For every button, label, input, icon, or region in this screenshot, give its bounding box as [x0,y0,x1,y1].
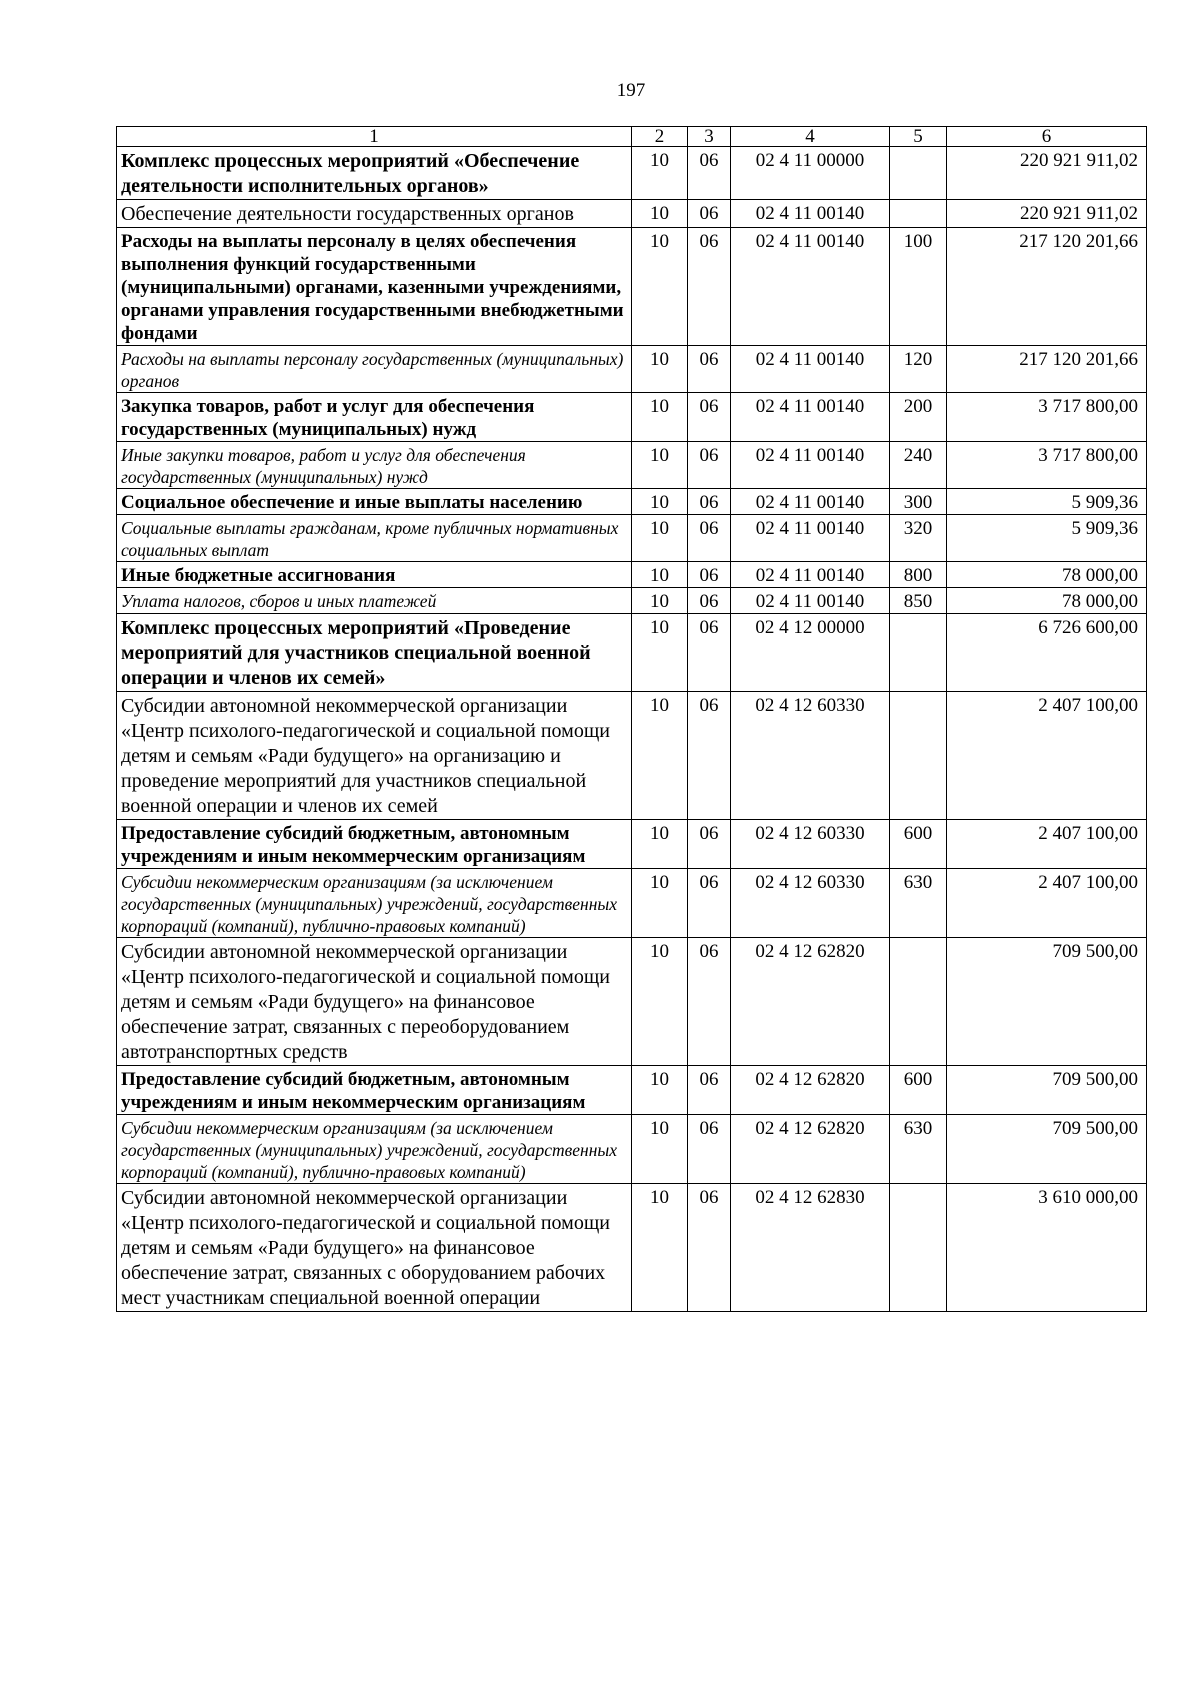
row-expense-type-cell [890,1184,947,1312]
row-target-article-cell: 02 4 11 00140 [731,562,890,588]
row-name-cell: Расходы на выплаты персоналу в целях обеспечения выполнения функций государственными (муниципальными) органами, казенными учреждениями, органами управления государственными внебюджетными фондами [117,228,632,346]
row-name-cell: Предоставление субсидий бюджетным, автономным учреждениям и иным некоммерческим организациям [117,820,632,869]
row-expense-type-cell: 120 [890,346,947,393]
row-subsection-cell: 06 [688,1184,731,1312]
row-section-cell: 10 [632,938,688,1066]
row-name-cell: Иные бюджетные ассигнования [117,562,632,588]
row-section-cell: 10 [632,820,688,869]
row-target-article-cell: 02 4 12 60330 [731,869,890,938]
row-amount-cell: 78 000,00 [947,588,1147,614]
row-section-cell: 10 [632,869,688,938]
row-target-article-cell: 02 4 11 00140 [731,346,890,393]
table-row [117,489,1147,515]
row-section-cell: 10 [632,1066,688,1115]
row-name-cell: Обеспечение деятельности государственных органов [117,200,632,228]
table-row [117,614,1147,692]
row-section-cell: 10 [632,562,688,588]
row-expense-type-cell [890,692,947,820]
row-target-article-cell: 02 4 12 62830 [731,1184,890,1312]
table-row [117,1066,1147,1115]
row-subsection-cell: 06 [688,588,731,614]
row-target-article-cell: 02 4 11 00140 [731,515,890,562]
row-name-cell: Субсидии некоммерческим организациям (за исключением государственных (муниципальных) учреждений, государственных корпораций (компаний), публично-правовых компаний) [117,1115,632,1184]
row-amount-cell: 217 120 201,66 [947,346,1147,393]
row-expense-type-cell: 100 [890,228,947,346]
row-expense-type-cell [890,614,947,692]
table-row [117,515,1147,562]
row-section-cell: 10 [632,692,688,820]
header-cell-3: 3 [688,127,731,147]
table-row [117,1184,1147,1312]
row-section-cell: 10 [632,489,688,515]
row-amount-cell: 2 407 100,00 [947,869,1147,938]
row-subsection-cell: 06 [688,515,731,562]
row-subsection-cell: 06 [688,442,731,489]
table-row [117,346,1147,393]
table-row [117,442,1147,489]
row-target-article-cell: 02 4 11 00000 [731,147,890,200]
row-name-cell: Комплекс процессных мероприятий «Проведение мероприятий для участников специальной военной операции и членов их семей» [117,614,632,692]
row-subsection-cell: 06 [688,562,731,588]
row-expense-type-cell: 850 [890,588,947,614]
table-row [117,147,1147,200]
header-cell-2: 2 [632,127,688,147]
row-section-cell: 10 [632,515,688,562]
row-amount-cell: 709 500,00 [947,1115,1147,1184]
row-expense-type-cell: 200 [890,393,947,442]
row-section-cell: 10 [632,228,688,346]
row-expense-type-cell: 800 [890,562,947,588]
table-row [117,228,1147,346]
header-cell-5: 5 [890,127,947,147]
row-amount-cell: 3 610 000,00 [947,1184,1147,1312]
row-expense-type-cell: 600 [890,820,947,869]
row-section-cell: 10 [632,614,688,692]
row-section-cell: 10 [632,588,688,614]
row-name-cell: Субсидии автономной некоммерческой организации «Центр психолого-педагогической и социальной помощи детям и семьям «Ради будущего» на финансовое обеспечение затрат, связанных с оборудованием рабочих мест участникам специальной военной операции [117,1184,632,1312]
row-name-cell: Субсидии автономной некоммерческой организации «Центр психолого-педагогической и социальной помощи детям и семьям «Ради будущего» на финансовое обеспечение затрат, связанных с переоборудованием автотранспортных средств [117,938,632,1066]
row-target-article-cell: 02 4 11 00140 [731,442,890,489]
row-subsection-cell: 06 [688,228,731,346]
row-subsection-cell: 06 [688,692,731,820]
header-cell-4: 4 [731,127,890,147]
row-amount-cell: 220 921 911,02 [947,147,1147,200]
table-row [117,820,1147,869]
row-expense-type-cell: 300 [890,489,947,515]
row-amount-cell: 78 000,00 [947,562,1147,588]
row-section-cell: 10 [632,200,688,228]
row-amount-cell: 5 909,36 [947,515,1147,562]
row-subsection-cell: 06 [688,489,731,515]
table-row [117,869,1147,938]
row-expense-type-cell: 630 [890,1115,947,1184]
row-amount-cell: 3 717 800,00 [947,442,1147,489]
row-expense-type-cell: 320 [890,515,947,562]
row-amount-cell: 220 921 911,02 [947,200,1147,228]
row-subsection-cell: 06 [688,1115,731,1184]
row-section-cell: 10 [632,147,688,200]
row-subsection-cell: 06 [688,346,731,393]
header-cell-1: 1 [117,127,632,147]
row-name-cell: Социальное обеспечение и иные выплаты населению [117,489,632,515]
row-expense-type-cell [890,938,947,1066]
row-name-cell: Субсидии автономной некоммерческой организации «Центр психолого-педагогической и социальной помощи детям и семьям «Ради будущего» на организацию и проведение мероприятий для участников специальной военной операции и членов их семей [117,692,632,820]
table-header-row [117,127,1147,147]
budget-table [116,126,1147,1312]
row-name-cell: Закупка товаров, работ и услуг для обеспечения государственных (муниципальных) нужд [117,393,632,442]
row-amount-cell: 6 726 600,00 [947,614,1147,692]
row-target-article-cell: 02 4 12 00000 [731,614,890,692]
row-expense-type-cell: 240 [890,442,947,489]
row-target-article-cell: 02 4 12 62820 [731,938,890,1066]
row-amount-cell: 2 407 100,00 [947,820,1147,869]
table-row [117,938,1147,1066]
row-target-article-cell: 02 4 11 00140 [731,489,890,515]
row-section-cell: 10 [632,442,688,489]
row-name-cell: Комплекс процессных мероприятий «Обеспечение деятельности исполнительных органов» [117,147,632,200]
row-subsection-cell: 06 [688,200,731,228]
row-target-article-cell: 02 4 12 62820 [731,1066,890,1115]
row-subsection-cell: 06 [688,938,731,1066]
table-row [117,1115,1147,1184]
row-name-cell: Уплата налогов, сборов и иных платежей [117,588,632,614]
row-section-cell: 10 [632,393,688,442]
row-subsection-cell: 06 [688,147,731,200]
row-expense-type-cell: 630 [890,869,947,938]
row-name-cell: Социальные выплаты гражданам, кроме публичных нормативных социальных выплат [117,515,632,562]
row-subsection-cell: 06 [688,820,731,869]
table-row [117,692,1147,820]
row-expense-type-cell [890,200,947,228]
row-target-article-cell: 02 4 11 00140 [731,200,890,228]
header-cell-6: 6 [947,127,1147,147]
row-amount-cell: 2 407 100,00 [947,692,1147,820]
page-number: 197 [616,80,646,101]
row-target-article-cell: 02 4 11 00140 [731,588,890,614]
row-subsection-cell: 06 [688,869,731,938]
row-target-article-cell: 02 4 11 00140 [731,393,890,442]
table-row [117,200,1147,228]
row-amount-cell: 5 909,36 [947,489,1147,515]
row-target-article-cell: 02 4 12 62820 [731,1115,890,1184]
row-target-article-cell: 02 4 12 60330 [731,692,890,820]
row-amount-cell: 217 120 201,66 [947,228,1147,346]
row-subsection-cell: 06 [688,614,731,692]
row-amount-cell: 709 500,00 [947,938,1147,1066]
table-row [117,588,1147,614]
row-name-cell: Субсидии некоммерческим организациям (за исключением государственных (муниципальных) учреждений, государственных корпораций (компаний), публично-правовых компаний) [117,869,632,938]
row-expense-type-cell [890,147,947,200]
row-subsection-cell: 06 [688,1066,731,1115]
row-section-cell: 10 [632,1184,688,1312]
row-target-article-cell: 02 4 11 00140 [731,228,890,346]
row-expense-type-cell: 600 [890,1066,947,1115]
row-section-cell: 10 [632,1115,688,1184]
row-name-cell: Предоставление субсидий бюджетным, автономным учреждениям и иным некоммерческим организациям [117,1066,632,1115]
table-row [117,562,1147,588]
row-amount-cell: 3 717 800,00 [947,393,1147,442]
row-amount-cell: 709 500,00 [947,1066,1147,1115]
row-subsection-cell: 06 [688,393,731,442]
row-target-article-cell: 02 4 12 60330 [731,820,890,869]
row-name-cell: Иные закупки товаров, работ и услуг для обеспечения государственных (муниципальных) нужд [117,442,632,489]
row-section-cell: 10 [632,346,688,393]
table-row [117,393,1147,442]
row-name-cell: Расходы на выплаты персоналу государственных (муниципальных) органов [117,346,632,393]
